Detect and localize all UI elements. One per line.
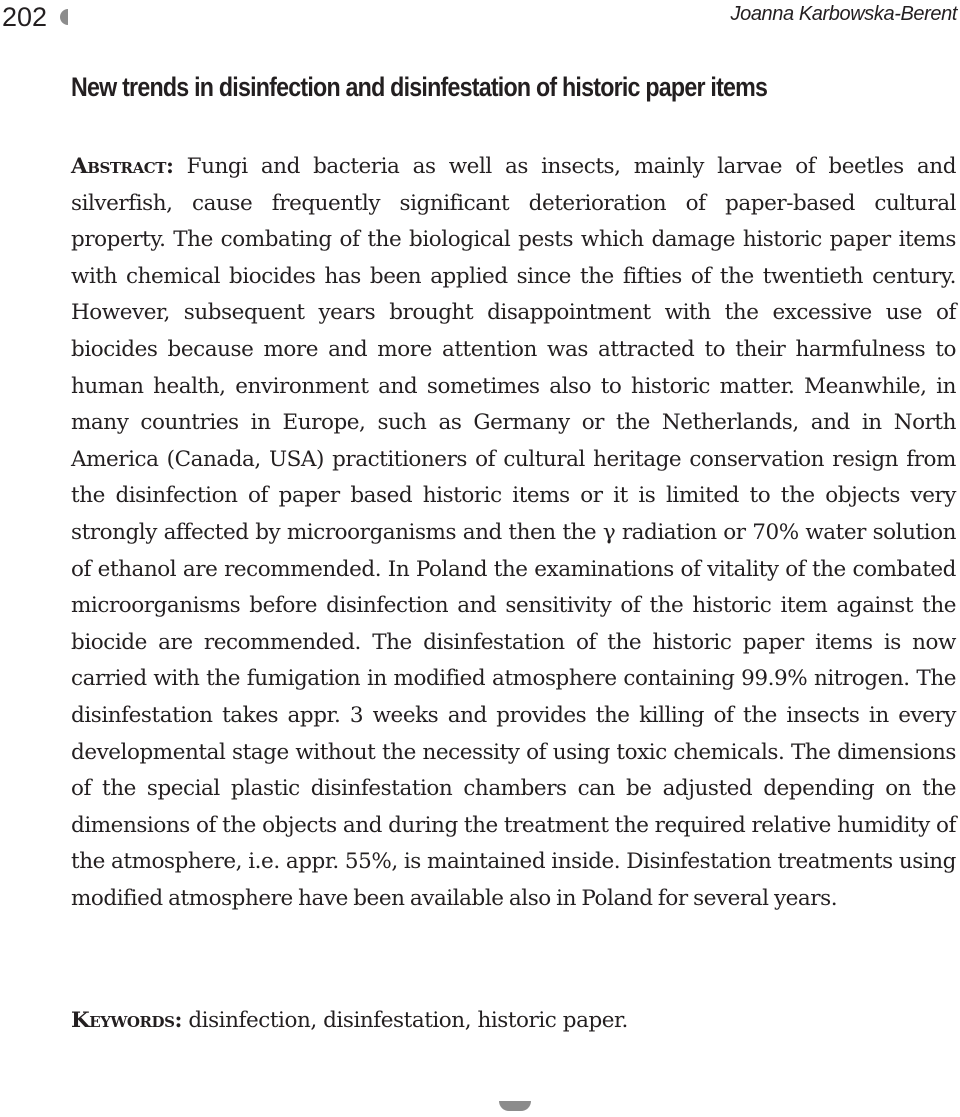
abstract-label: Abstract: <box>71 154 174 179</box>
bottom-tab-marker <box>499 1101 531 1111</box>
abstract-text: Fungi and bacteria as well as insects, mainly larvae of beetles and silverfish, cause frequently significant deterioration of paper-based cultural property. The combating of the biological pests which damage historic paper items with chemical biocides has been applied since the fifties of the twentieth century. However, subsequent years brought disappointment with the excessive use of biocides because more and more attention was attracted to their harmfulness to human health, environment and sometimes also to historic matter. Meanwhile, in many countries in Europe, such as Germany or the Netherlands, and in North America (Canada, USA) practitioners of cultural heritage conservation resign from the disinfection of paper based historic items or it is limited to the objects very strongly affected by microorganisms and then the γ radiation or 70% water solution of ethanol are recommended. In Poland the examinations of vitality of the combated microorganisms before disinfection and sensitivity of the historic item against the biocide are recommended. The disinfestation of the historic paper items is now carried with the fumigation in modified atmosphere containing 99.9% nitrogen. The disinfestation takes appr. 3 weeks and provides the killing of the insects in every developmental stage without the necessity of using toxic chemicals. The dimensions of the special plastic disinfestation chambers can be adjusted depending on the dimensions of the objects and during the treatment the required relative humidity of the atmosphere, i.e. appr. 55%, is maintained inside. Disinfestation treatments using modified atmosphere have been available also in Poland for several years. <box>71 154 957 911</box>
abstract-paragraph <box>71 149 956 917</box>
article-title: New trends in disinfection and disinfestation of historic paper items <box>71 72 768 102</box>
keywords-text: disinfection, disinfestation, historic paper. <box>188 1008 628 1033</box>
running-head-author: Joanna Karbowska-Berent <box>730 3 957 25</box>
page-tab-marker <box>60 9 68 25</box>
keywords-label: Keywords: <box>71 1008 182 1033</box>
keywords-paragraph <box>71 1003 956 1039</box>
page-header <box>0 0 960 40</box>
page-number: 202 <box>2 2 48 32</box>
